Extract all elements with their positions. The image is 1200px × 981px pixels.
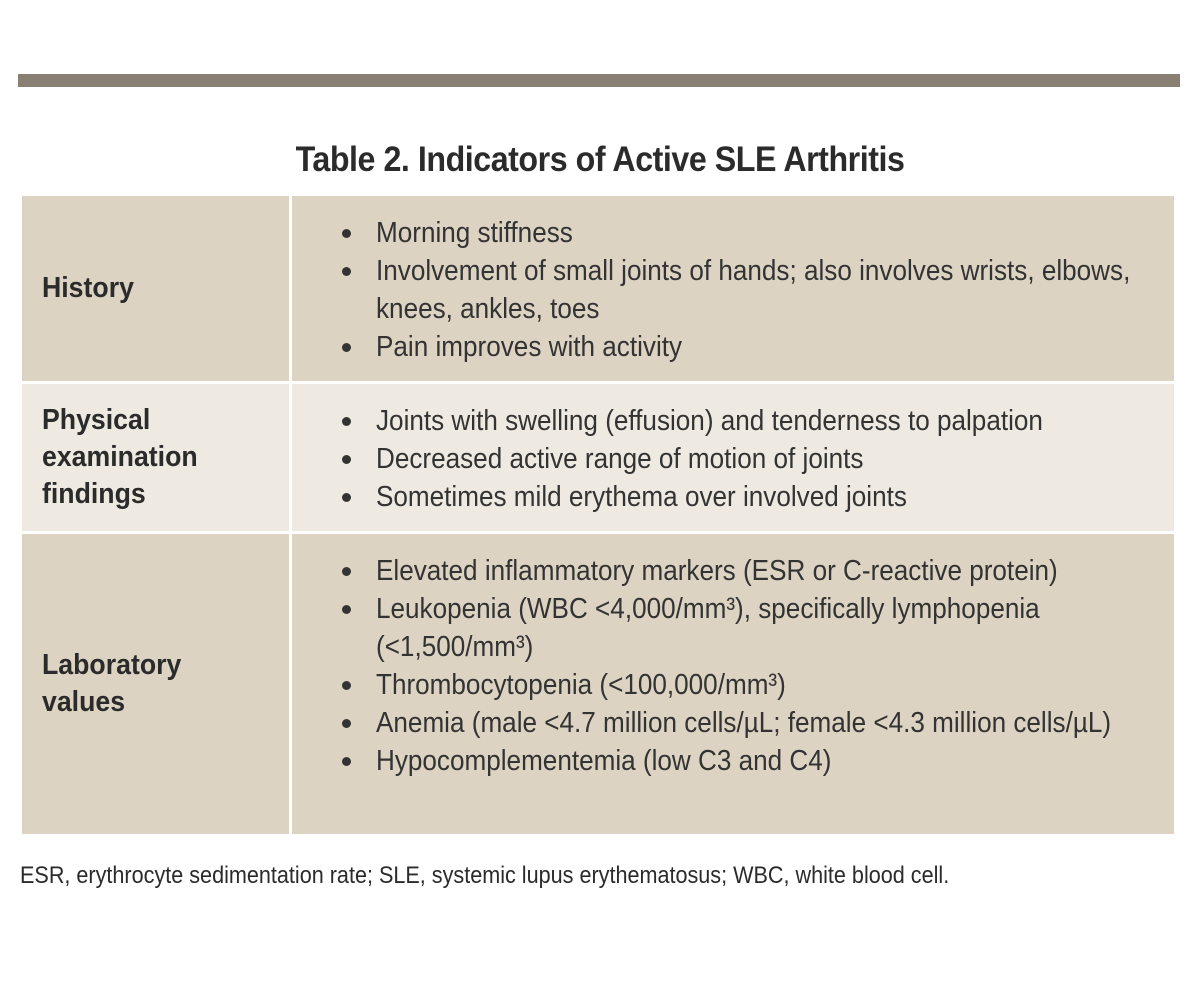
list-item: Thrombocytopenia (<100,000/mm³) [342, 666, 1154, 704]
bullet-icon [342, 229, 351, 238]
bullet-icon [342, 567, 351, 576]
indicators-table [22, 196, 1174, 837]
bullet-icon [342, 267, 351, 276]
bullet-icon [342, 455, 351, 464]
row-label: History [22, 196, 292, 381]
row-items [292, 534, 1174, 834]
table-row-laboratory-values [22, 534, 1174, 837]
bullet-icon [342, 605, 351, 614]
list-item: Anemia (male <4.7 million cells/µL; female <4.3 million cells/µL) [342, 704, 1154, 742]
bullet-icon [342, 343, 351, 352]
list-item: Pain improves with activity [342, 328, 1154, 366]
footnote: ESR, erythrocyte sedimentation rate; SLE, systemic lupus erythematosus; WBC, white blood cell. [20, 862, 950, 889]
list-item: Sometimes mild erythema over involved joints [342, 478, 1154, 516]
bullet-icon [342, 493, 351, 502]
table-row-history [22, 196, 1174, 384]
list-item: Elevated inflammatory markers (ESR or C-reactive protein) [342, 552, 1154, 590]
bullet-icon [342, 417, 351, 426]
top-rule [18, 74, 1180, 87]
row-items [292, 384, 1174, 531]
list-item: Hypocomplementemia (low C3 and C4) [342, 742, 1154, 780]
row-label: Physical examination findings [22, 384, 292, 531]
bullet-icon [342, 757, 351, 766]
list-item: Decreased active range of motion of joints [342, 440, 1154, 478]
table-row-physical-examination [22, 384, 1174, 534]
list-item: Involvement of small joints of hands; also involves wrists, elbows, knees, ankles, toes [342, 252, 1154, 328]
list-item: Leukopenia (WBC <4,000/mm³), specifically lymphopenia (<1,500/mm³) [342, 590, 1154, 666]
row-items [292, 196, 1174, 381]
table-title: Table 2. Indicators of Active SLE Arthritis [295, 140, 905, 179]
list-item: Morning stiffness [342, 214, 1154, 252]
bullet-icon [342, 681, 351, 690]
bullet-icon [342, 719, 351, 728]
row-label: Laboratory values [22, 534, 292, 834]
list-item: Joints with swelling (effusion) and tenderness to palpation [342, 402, 1154, 440]
